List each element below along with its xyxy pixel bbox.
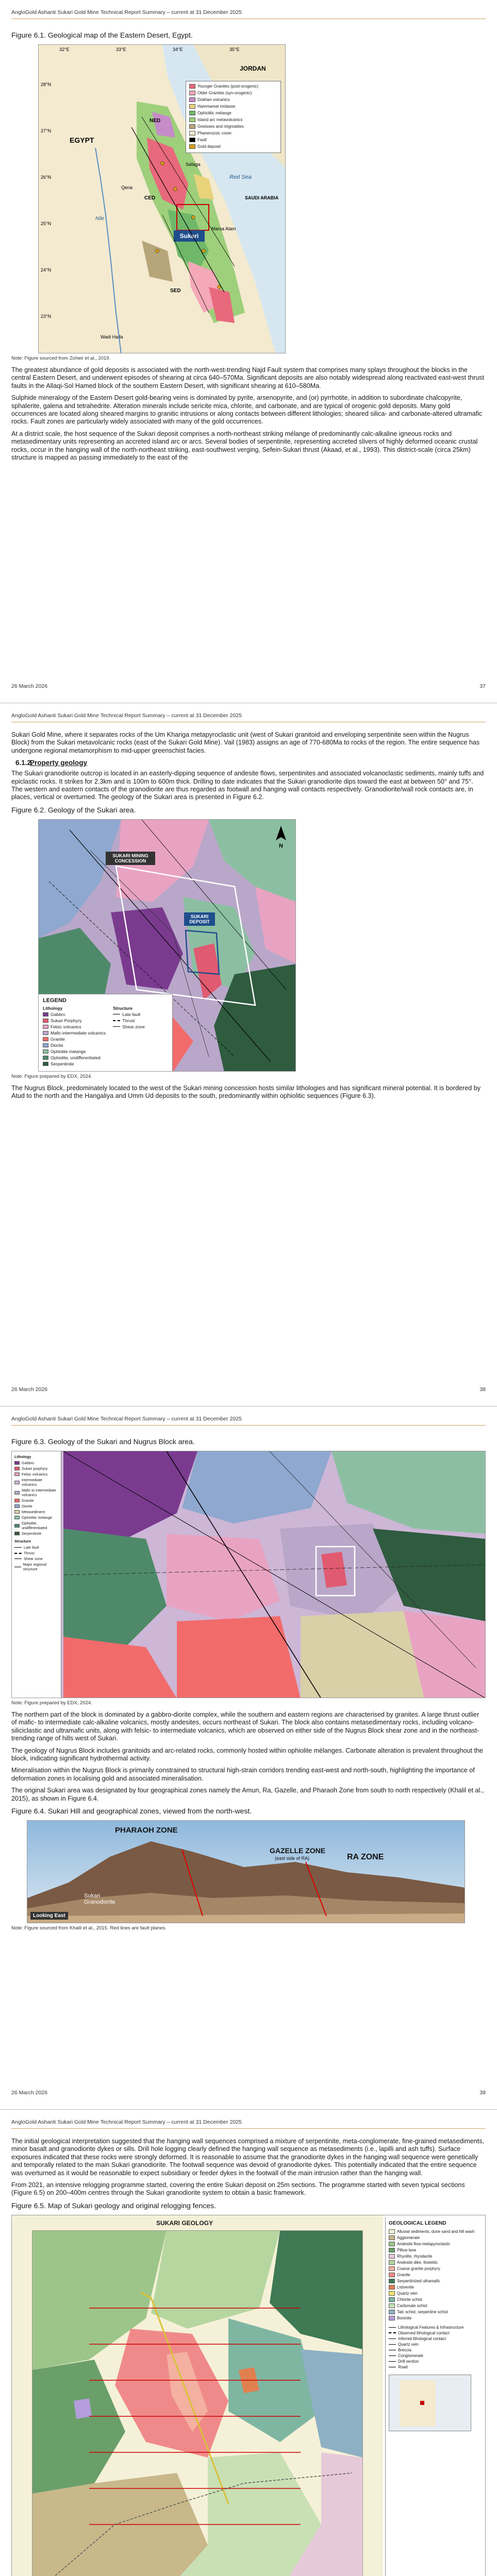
paragraph: Mineralisation within the Nugrus Block is primarily constrained to structural high-strain corridors trending east-west and north-south, highlighting the importance of deformation zones in localising gold and associated mineralisation. <box>11 1767 475 1782</box>
jordan-label: JORDAN <box>240 65 266 72</box>
legend-structure-item <box>14 1545 58 1550</box>
legend-structure-item <box>14 1556 58 1561</box>
legend-label: Breccia <box>398 2347 411 2352</box>
legend-swatch <box>189 111 195 115</box>
legend-item <box>389 2254 481 2259</box>
legend-line-symbol <box>113 1026 120 1027</box>
legend-label: Diorite <box>22 1504 32 1509</box>
paragraph: Sulphide mineralogy of the Eastern Desert gold-bearing veins is dominated by pyrite, arsenopyrite, and (or) pyrrhotite, in addition to subordinate chalcopyrite, sphalerite, galena and tetrahedrite. Alteration minerals include sericite mica, chlorite, and carbonate, and are typical of orogenic gold deposits. Many gold occurrences are located along sheared margins to granitic intrusions or along contacts between different lithologies; sheared silica- and carbonate-altered ultramafic rocks. Fault zones are particularly widely associated with many of the gold occurrences. <box>11 394 483 426</box>
legend-item <box>43 1061 106 1066</box>
paragraph: The Sukari granodiorite outcrop is located in an easterly-dipping sequence of andesite flows, serpentinites and associated volcanoclastic sediments, mainly tuffs and epiclastic rocks. It strikes for 2.3km and is 100m to 600m thick. Drilling to date indicates that the Sukari granodiorite dips toward the east at between 50° and 75°. The western and eastern contacts of the granodiorite are thus regarded as footwall and hanging wall contacts respectively. Granodiorite/wall rock contacts are, in places, vertical or overturned. The geology of the Sukari area is presented in Figure 6.2. <box>11 770 484 801</box>
legend-label: Road <box>398 2364 408 2369</box>
legend-swatch <box>14 1472 20 1476</box>
map-legend <box>186 81 281 153</box>
legend-item <box>189 130 277 136</box>
red-sea-label: Red Sea <box>229 174 252 180</box>
sukari-hill-photo <box>27 1820 465 1923</box>
legend-swatch <box>189 117 195 122</box>
legend-swatch <box>189 84 195 89</box>
legend-label: Intermediate volcanics <box>22 1478 42 1487</box>
legend-label: Observed lithological contact <box>398 2330 450 2335</box>
page-header: AngloGold Ashanti Sukari Gold Mine Technical Report Summary – current at 31 December 2025 <box>11 2119 242 2125</box>
gazelle-zone-sublabel: (east side of RA) <box>275 1856 310 1861</box>
legend-structure-item <box>389 2336 481 2341</box>
legend-list <box>389 2229 481 2321</box>
legend-label: Ophiolitic mélange <box>197 111 231 115</box>
legend-structure-item <box>389 2359 481 2364</box>
concession-label: SUKARI MINING CONCESSION <box>106 852 155 865</box>
legend-swatch <box>14 1504 20 1508</box>
legend-item <box>43 1049 106 1054</box>
legend-swatch <box>43 1062 48 1066</box>
legend-swatch <box>389 2260 395 2265</box>
page-40 <box>0 2110 497 2576</box>
sukari-label: Sukari <box>179 232 199 240</box>
legend-label: Shear zone <box>122 1024 145 1029</box>
legend-label: Island arc metavolcanics <box>197 117 243 122</box>
legend-swatch <box>14 1510 20 1514</box>
lon-label: 32°E <box>59 47 70 52</box>
legend-item <box>14 1504 58 1509</box>
map-legend <box>39 994 173 1071</box>
legend-swatch <box>389 2248 395 2252</box>
lat-label: 25°N <box>41 221 52 226</box>
legend-label: Granite <box>51 1036 65 1042</box>
page-header: AngloGold Ashanti Sukari Gold Mine Technical Report Summary – current at 31 December 2025 <box>11 1416 242 1422</box>
sukari-hill-photo-svg <box>27 1821 465 1923</box>
figure-6-4-caption: Figure 6.4. Sukari Hill and geographical zones, viewed from the north-west. <box>11 1807 252 1816</box>
legend-label: Conglomerate <box>398 2353 423 2358</box>
legend-item <box>189 144 277 149</box>
legend-structure-item <box>389 2365 481 2369</box>
legend-line-symbol <box>389 2327 396 2328</box>
legend-swatch <box>43 1031 48 1035</box>
legend-label: Fault <box>197 138 207 142</box>
legend-swatch <box>189 131 195 135</box>
paragraph: The greatest abundance of gold deposits is associated with the north-west-trending Najd Fault system that comprises many splays throughout the blocks in the central Eastern Desert, and underwent episodes of shearing at circa 640–570Ma. Significant deposits are also notably widespread along reactivated east-west thrust faults in the Allaqi-Sol Hamed block of the southern Eastern Desert, with significant shearing at 610–580Ma. <box>11 366 485 389</box>
legend-item <box>189 83 277 89</box>
figure-6-1-caption: Figure 6.1. Geological map of the Eastern Desert, Egypt. <box>11 31 193 39</box>
legend-swatch <box>43 1056 48 1060</box>
page-number: 39 <box>479 2090 486 2096</box>
legend-structure-item <box>389 2348 481 2352</box>
paragraph: At a district scale, the host sequence of the Sukari deposit comprises a north-northeast striking mélange of predominantly calc-alkaline igneous rocks and metasedimentary units representing an accreted island arc or arcs. Several bodies of serpentinite, representing accreted slivers of highly deformed oceanic crustal rocks, occur in the hanging wall of the north-northeast striking, east-southwest verging, Sefein-Sukari thrust (Akaad, et al., 1993). This district-scale (circa 25km) structure is mapped as passing immediately to the east of the <box>11 430 478 462</box>
figure-6-3-caption: Figure 6.3. Geology of the Sukari and Nugrus Block area. <box>11 1437 195 1446</box>
legend-label: Coarse granite porphyry <box>397 2266 440 2271</box>
page-38 <box>0 703 497 1406</box>
legend-title: LEGEND <box>43 997 67 1004</box>
legend-item <box>389 2273 481 2278</box>
legend-label: Quartz vein <box>397 2291 418 2296</box>
structure-list <box>113 1012 144 1029</box>
legend-structure-item <box>113 1024 144 1029</box>
legend-line-symbol <box>14 1547 22 1548</box>
legend-item <box>43 1024 106 1029</box>
legend-item <box>389 2266 481 2272</box>
legend-label: Thrust <box>122 1018 135 1023</box>
legend-label: Sukari porphyry <box>22 1466 48 1471</box>
legend-item <box>389 2235 481 2241</box>
header-rule <box>11 2128 486 2129</box>
legend-item <box>43 1030 106 1036</box>
legend-line-symbol <box>389 2338 396 2339</box>
legend-item <box>14 1472 58 1477</box>
legend-label: Drill section <box>398 2359 419 2364</box>
legend-label: Serpentinized ultramafic <box>397 2278 440 2283</box>
lithology-list <box>43 1012 106 1066</box>
legend-swatch <box>389 2303 395 2308</box>
page-header: AngloGold Ashanti Sukari Gold Mine Technical Report Summary – current at 31 December 2025 <box>11 9 242 15</box>
footer-date: 26 March 2026 <box>11 683 48 689</box>
legend-label: Diorite <box>51 1042 63 1048</box>
eastern-desert-map <box>38 44 286 353</box>
section-title: Property geology <box>30 759 88 767</box>
legend-label: Pillow lava <box>397 2247 416 2252</box>
legend-line-symbol <box>14 1553 22 1554</box>
legend-structure-item <box>113 1018 144 1023</box>
legend-swatch <box>43 1049 48 1054</box>
legend-line-symbol <box>113 1020 120 1021</box>
legend-swatch <box>389 2235 395 2240</box>
legend-swatch <box>14 1491 20 1495</box>
lat-label: 27°N <box>41 128 52 133</box>
legend-swatch <box>389 2291 395 2296</box>
legend-item <box>14 1466 58 1471</box>
legend-item <box>389 2285 481 2290</box>
legend-label: Granite <box>397 2272 410 2277</box>
legend-swatch <box>389 2279 395 2283</box>
legend-label: Ophiolite melange <box>51 1048 86 1054</box>
page-number: 37 <box>479 683 486 689</box>
legend-line-symbol <box>14 1558 22 1559</box>
legend-label: Chlorite schist <box>397 2297 422 2302</box>
legend-item <box>43 1055 106 1060</box>
legend-item <box>189 104 277 109</box>
legend-label: Quartz vein <box>398 2342 419 2347</box>
legend-list <box>189 83 277 149</box>
legend-item <box>389 2248 481 2253</box>
legend-swatch <box>189 138 195 142</box>
sed-label: SED <box>170 288 181 294</box>
legend-item <box>389 2229 481 2234</box>
paragraph: The geology of Nugrus Block includes granitoids and arc-related rocks, commonly hosted within ophiolite mélanges. Carbonate alteration is prevalent throughout the block, indicating significant hydrothermal activity. <box>11 1747 483 1762</box>
wadi-halfa-label: Wadi Halfa <box>101 334 123 340</box>
legend-item <box>189 110 277 116</box>
lon-label: 35°E <box>229 47 240 52</box>
legend-swatch <box>389 2229 395 2234</box>
page-header: AngloGold Ashanti Sukari Gold Mine Technical Report Summary – current at 31 December 2025 <box>11 713 242 719</box>
legend-structure-list <box>14 1545 58 1571</box>
lat-label: 23°N <box>41 314 52 319</box>
legend-label: Older Granites (syn-orogenic) <box>197 91 252 95</box>
legend-label: Alluvial sediments, dune sand and hill wash <box>397 2229 475 2234</box>
safaga-label: Safaga <box>186 162 201 167</box>
legend-item <box>14 1521 58 1530</box>
legend-swatch <box>389 2242 395 2246</box>
figure-note: Note: Figure sourced from Khalil et al., 2015. Red lines are fault planes. <box>11 1925 167 1931</box>
legend-swatch <box>43 1037 48 1041</box>
legend-swatch <box>389 2254 395 2259</box>
legend-item <box>189 97 277 103</box>
legend-item <box>43 1018 106 1023</box>
legend-label: Andesite dike, tholeiitic <box>397 2260 438 2265</box>
figure-6-2-caption: Figure 6.2. Geology of the Sukari area. <box>11 805 136 814</box>
legend-swatch <box>189 91 195 95</box>
nugrus-block-svg <box>12 1451 486 1698</box>
page-number: 38 <box>479 1386 486 1393</box>
legend-label: Rhyolite, rhyodacite <box>397 2253 433 2259</box>
legend-swatch <box>389 2266 395 2271</box>
legend-item <box>389 2279 481 2284</box>
legend-swatch <box>189 124 195 129</box>
legend-label: Ophiolitic melange <box>22 1515 53 1520</box>
legend-swatch <box>43 1019 48 1023</box>
nile-label: Nile <box>95 216 105 222</box>
legend-structure-item <box>14 1551 58 1555</box>
page-37 <box>0 0 497 703</box>
lat-label: 26°N <box>41 175 52 180</box>
legend-label: Late fault <box>24 1545 39 1550</box>
granodiorite-label: Sukari Granodiorite <box>84 1893 115 1906</box>
legend-structure-item <box>389 2342 481 2347</box>
paragraph: The Nugrus Block, predominately located to the west of the Sukari mining concession hosts similar lithologies and has significant mineral potential. It is bordered by Atud to the north and the Hangaliya and Umm Ud deposits to the south, predominantly within ophiolitic sequences (Figure 6.3). <box>11 1084 481 1100</box>
lon-label: 34°E <box>173 47 183 52</box>
legend-item <box>14 1510 58 1514</box>
legend-item <box>189 124 277 129</box>
legend-struct-title: Structure <box>14 1539 31 1544</box>
legend-structure-item <box>14 1562 58 1571</box>
legend-label: Boninite <box>397 2315 412 2320</box>
paragraph: The northern part of the block is dominated by a gabbro-diorite complex, while the southern and eastern regions are characterised by granites. A large thrust outlier of mafic- to intermediate calc-alkaline volcanics, mostly andesites, occurs northeast of Sukari. The block also contains metasedimentary rocks, including volcano-siliciclastic and ultramafic units, along with felsic- to intermediate volcanics, which are observed on either side of the Nugrus Block shear zone and in the northeast-trending range of hills west of Sukari. <box>11 1711 479 1742</box>
legend-swatch <box>14 1524 20 1528</box>
legend-swatch <box>389 2310 395 2314</box>
looking-east-label: Looking East <box>30 1912 68 1920</box>
ced-label: CED <box>144 195 156 201</box>
legend-swatch <box>14 1532 20 1535</box>
legend-line-symbol <box>389 2361 396 2362</box>
figure-note: Note: Figure sourced from Zoheir et al., 2019. <box>11 355 111 361</box>
pharaoh-zone-label: PHARAOH ZONE <box>115 1826 178 1835</box>
legend-label: Mafic-intermediate volcanics <box>51 1030 106 1036</box>
paragraph: The initial geological interpretation suggested that the hanging wall sequences comprised a mixture of serpentinite, meta-conglomerate, fine-grained metasediments, minor basalt and granodiorite dykes or sills. Drill hole logging clearly defined the hanging wall sequence as metasediments (i.e., lapilli and ash tuffs). Surface exposures indicated that these rocks were strongly deformed. It is reasonable to assume that the granodiorite dykes in the hanging wall sequence were genetically and temporally related to the main Sukari granodiorite. The footwall sequence was devoid of granodiorite dykes. This potentially indicated that the entire sequence was overturned as it would be reasonable to expect subsidiary or feeder dykes in the footwall of the main intrusion rather than the hanging wall. <box>11 2138 485 2177</box>
sukari-geology-relog-map <box>11 2215 486 2576</box>
nugrus-block-map <box>11 1451 486 1698</box>
legend-label: Dokhan volcanics <box>197 97 230 102</box>
section-heading <box>11 759 486 767</box>
legend-label: Listvenite <box>397 2284 414 2290</box>
legend-list <box>14 1461 58 1536</box>
legend-label: Carbonate schist <box>397 2303 427 2308</box>
legend-label: Late fault <box>122 1011 141 1017</box>
legend-label: Shear zone <box>24 1556 43 1561</box>
legend-swatch <box>43 1043 48 1047</box>
legend-structure-item <box>389 2331 481 2335</box>
legend-swatch <box>43 1025 48 1029</box>
paragraph: The original Sukari area was designated by four geographical zones namely the Amun, Ra, Gazelle, and Pharaoh Zone from south to north respectively (Khalil et al., 2015), as shown in Figure 6.4. <box>11 1787 484 1802</box>
legend-item <box>14 1498 58 1503</box>
legend-item <box>389 2310 481 2315</box>
legend-swatch <box>14 1516 20 1519</box>
legend-swatch <box>389 2297 395 2302</box>
legend-item <box>14 1478 58 1487</box>
legend-item <box>14 1515 58 1520</box>
paragraph: From 2021, an intensive relogging programme started, covering the entire Sukari deposit on 25m sections. The programme started with seven typical sections (Figure 6.5) on 200–400m centres through the Sukari granodiorite system to obtain a basic framework. <box>11 2181 465 2197</box>
map-legend <box>385 2217 484 2576</box>
legend-label: Inferred lithological contact <box>398 2336 446 2341</box>
footer-date: 26 March 2026 <box>11 2090 48 2096</box>
svg-text:N: N <box>279 842 283 849</box>
lon-label: 33°E <box>116 47 126 52</box>
legend-label: Lithological Features & Infrastructure <box>398 2325 464 2330</box>
legend-label: Serpentinite <box>51 1061 74 1066</box>
legend-item <box>189 90 277 96</box>
figure-note: Note: Figure prepared by EDX, 2024. <box>11 1073 92 1079</box>
legend-lith-title: Lithology <box>14 1454 31 1459</box>
map-legend <box>12 1451 61 1698</box>
lat-label: 28°N <box>41 82 52 87</box>
legend-swatch <box>14 1461 20 1465</box>
legend-label: Felsic volcanics <box>22 1472 48 1477</box>
legend-structure-item <box>113 1012 144 1017</box>
legend-item <box>14 1531 58 1536</box>
sukari-area-geology-map <box>38 819 296 1072</box>
legend-item <box>189 117 277 123</box>
legend-label: Sukari Porphyry <box>51 1018 82 1023</box>
legend-swatch <box>14 1499 20 1502</box>
legend-swatch <box>389 2273 395 2277</box>
figure-6-5-caption: Figure 6.5. Map of Sukari geology and original relogging fences. <box>11 2201 216 2210</box>
legend-line-symbol <box>389 2355 396 2356</box>
header-rule <box>11 1425 486 1426</box>
legend-swatch <box>14 1481 20 1484</box>
legend-label: Agglomerate <box>397 2235 420 2240</box>
legend-label: Phanerozoic cover <box>197 131 232 135</box>
legend-label: Talc schist, serpentine schist <box>397 2309 448 2314</box>
ned-label: NED <box>150 118 161 124</box>
map-title: SUKARI GEOLOGY <box>156 2219 213 2227</box>
legend-line-symbol <box>389 2344 396 2345</box>
legend-item <box>14 1488 58 1497</box>
legend-label: Granite <box>22 1498 34 1503</box>
legend-title: GEOLOGICAL LEGEND <box>389 2220 446 2226</box>
legend-label: Mafic to intermediate volcanics <box>22 1488 56 1497</box>
saudi-label: SAUDI ARABIA <box>245 195 279 200</box>
legend-label: Ophiolite, undifferentiated <box>22 1521 47 1530</box>
legend-label: Metasediment <box>22 1510 45 1514</box>
ra-zone-label: RA ZONE <box>347 1853 384 1862</box>
lat-label: 24°N <box>41 267 52 273</box>
section-number: 6.1.2. <box>15 759 33 767</box>
legend-label: Ophiolite, undifferentiated <box>51 1055 101 1060</box>
legend-label: Younger Granites (post-orogenic) <box>197 84 258 89</box>
lithology-title: Lithology <box>43 1005 63 1011</box>
legend-label: Gabbro <box>22 1461 34 1465</box>
legend-swatch <box>14 1467 20 1470</box>
page-39 <box>0 1406 497 2110</box>
legend-label: Hammamat molasse <box>197 104 236 109</box>
structure-title: Structure <box>113 1005 133 1011</box>
paragraph: Sukari Gold Mine, where it separates rocks of the Um Khariga metapyroclastic unit (west of Sukari granitoid and enveloping serpentinite seen within the Nugrus Block) from the Sukari metavolcanic rocks (east of the Sukari Gold Mine). Vail (1983) assigns an age of 770-680Ma to rocks of the region. The entire sequence has undergone regional metamorphism to mid-upper greenschist facies. <box>11 731 480 754</box>
deposit-label: SUKARI DEPOSIT <box>184 912 215 926</box>
legend-label: Thrust <box>24 1551 35 1555</box>
legend-label: Gneisses and migmatites <box>197 124 244 129</box>
legend-swatch <box>389 2285 395 2290</box>
legend-label: Gabbro <box>51 1011 65 1017</box>
legend-structure-item <box>389 2353 481 2358</box>
legend-label: Major regional structure <box>23 1562 47 1571</box>
legend-swatch <box>389 2316 395 2320</box>
legend-item <box>43 1043 106 1048</box>
legend-label: Andesite flow-metapyroclastic <box>397 2241 451 2246</box>
footer-date: 26 March 2026 <box>11 1386 48 1393</box>
legend-item <box>389 2291 481 2296</box>
legend-label: Felsic volcanics <box>51 1024 81 1029</box>
legend-swatch <box>189 144 195 149</box>
legend-line-symbol <box>389 2332 396 2333</box>
legend-item <box>389 2242 481 2247</box>
qena-label: Qena <box>121 185 133 190</box>
legend-swatch <box>189 104 195 109</box>
legend-item <box>189 137 277 143</box>
figure-note: Note: Figure prepared by EDX, 2024. <box>11 1700 92 1706</box>
gazelle-zone-label: GAZELLE ZONE <box>270 1846 326 1855</box>
legend-item <box>389 2316 481 2321</box>
legend-item <box>43 1037 106 1042</box>
legend-item <box>389 2297 481 2302</box>
inset-map <box>389 2375 471 2431</box>
legend-symbols <box>389 2325 481 2369</box>
egypt-label: EGYPT <box>70 136 94 144</box>
legend-item <box>14 1461 58 1465</box>
legend-item <box>389 2260 481 2265</box>
legend-swatch <box>43 1012 48 1016</box>
legend-label: Gold deposit <box>197 144 221 149</box>
legend-swatch <box>189 97 195 102</box>
legend-structure-item <box>389 2325 481 2330</box>
legend-label: Serpentinite <box>22 1531 42 1536</box>
legend-item <box>389 2303 481 2309</box>
marsa-alam-label: Marsa Alam <box>211 226 236 231</box>
legend-item <box>43 1012 106 1017</box>
